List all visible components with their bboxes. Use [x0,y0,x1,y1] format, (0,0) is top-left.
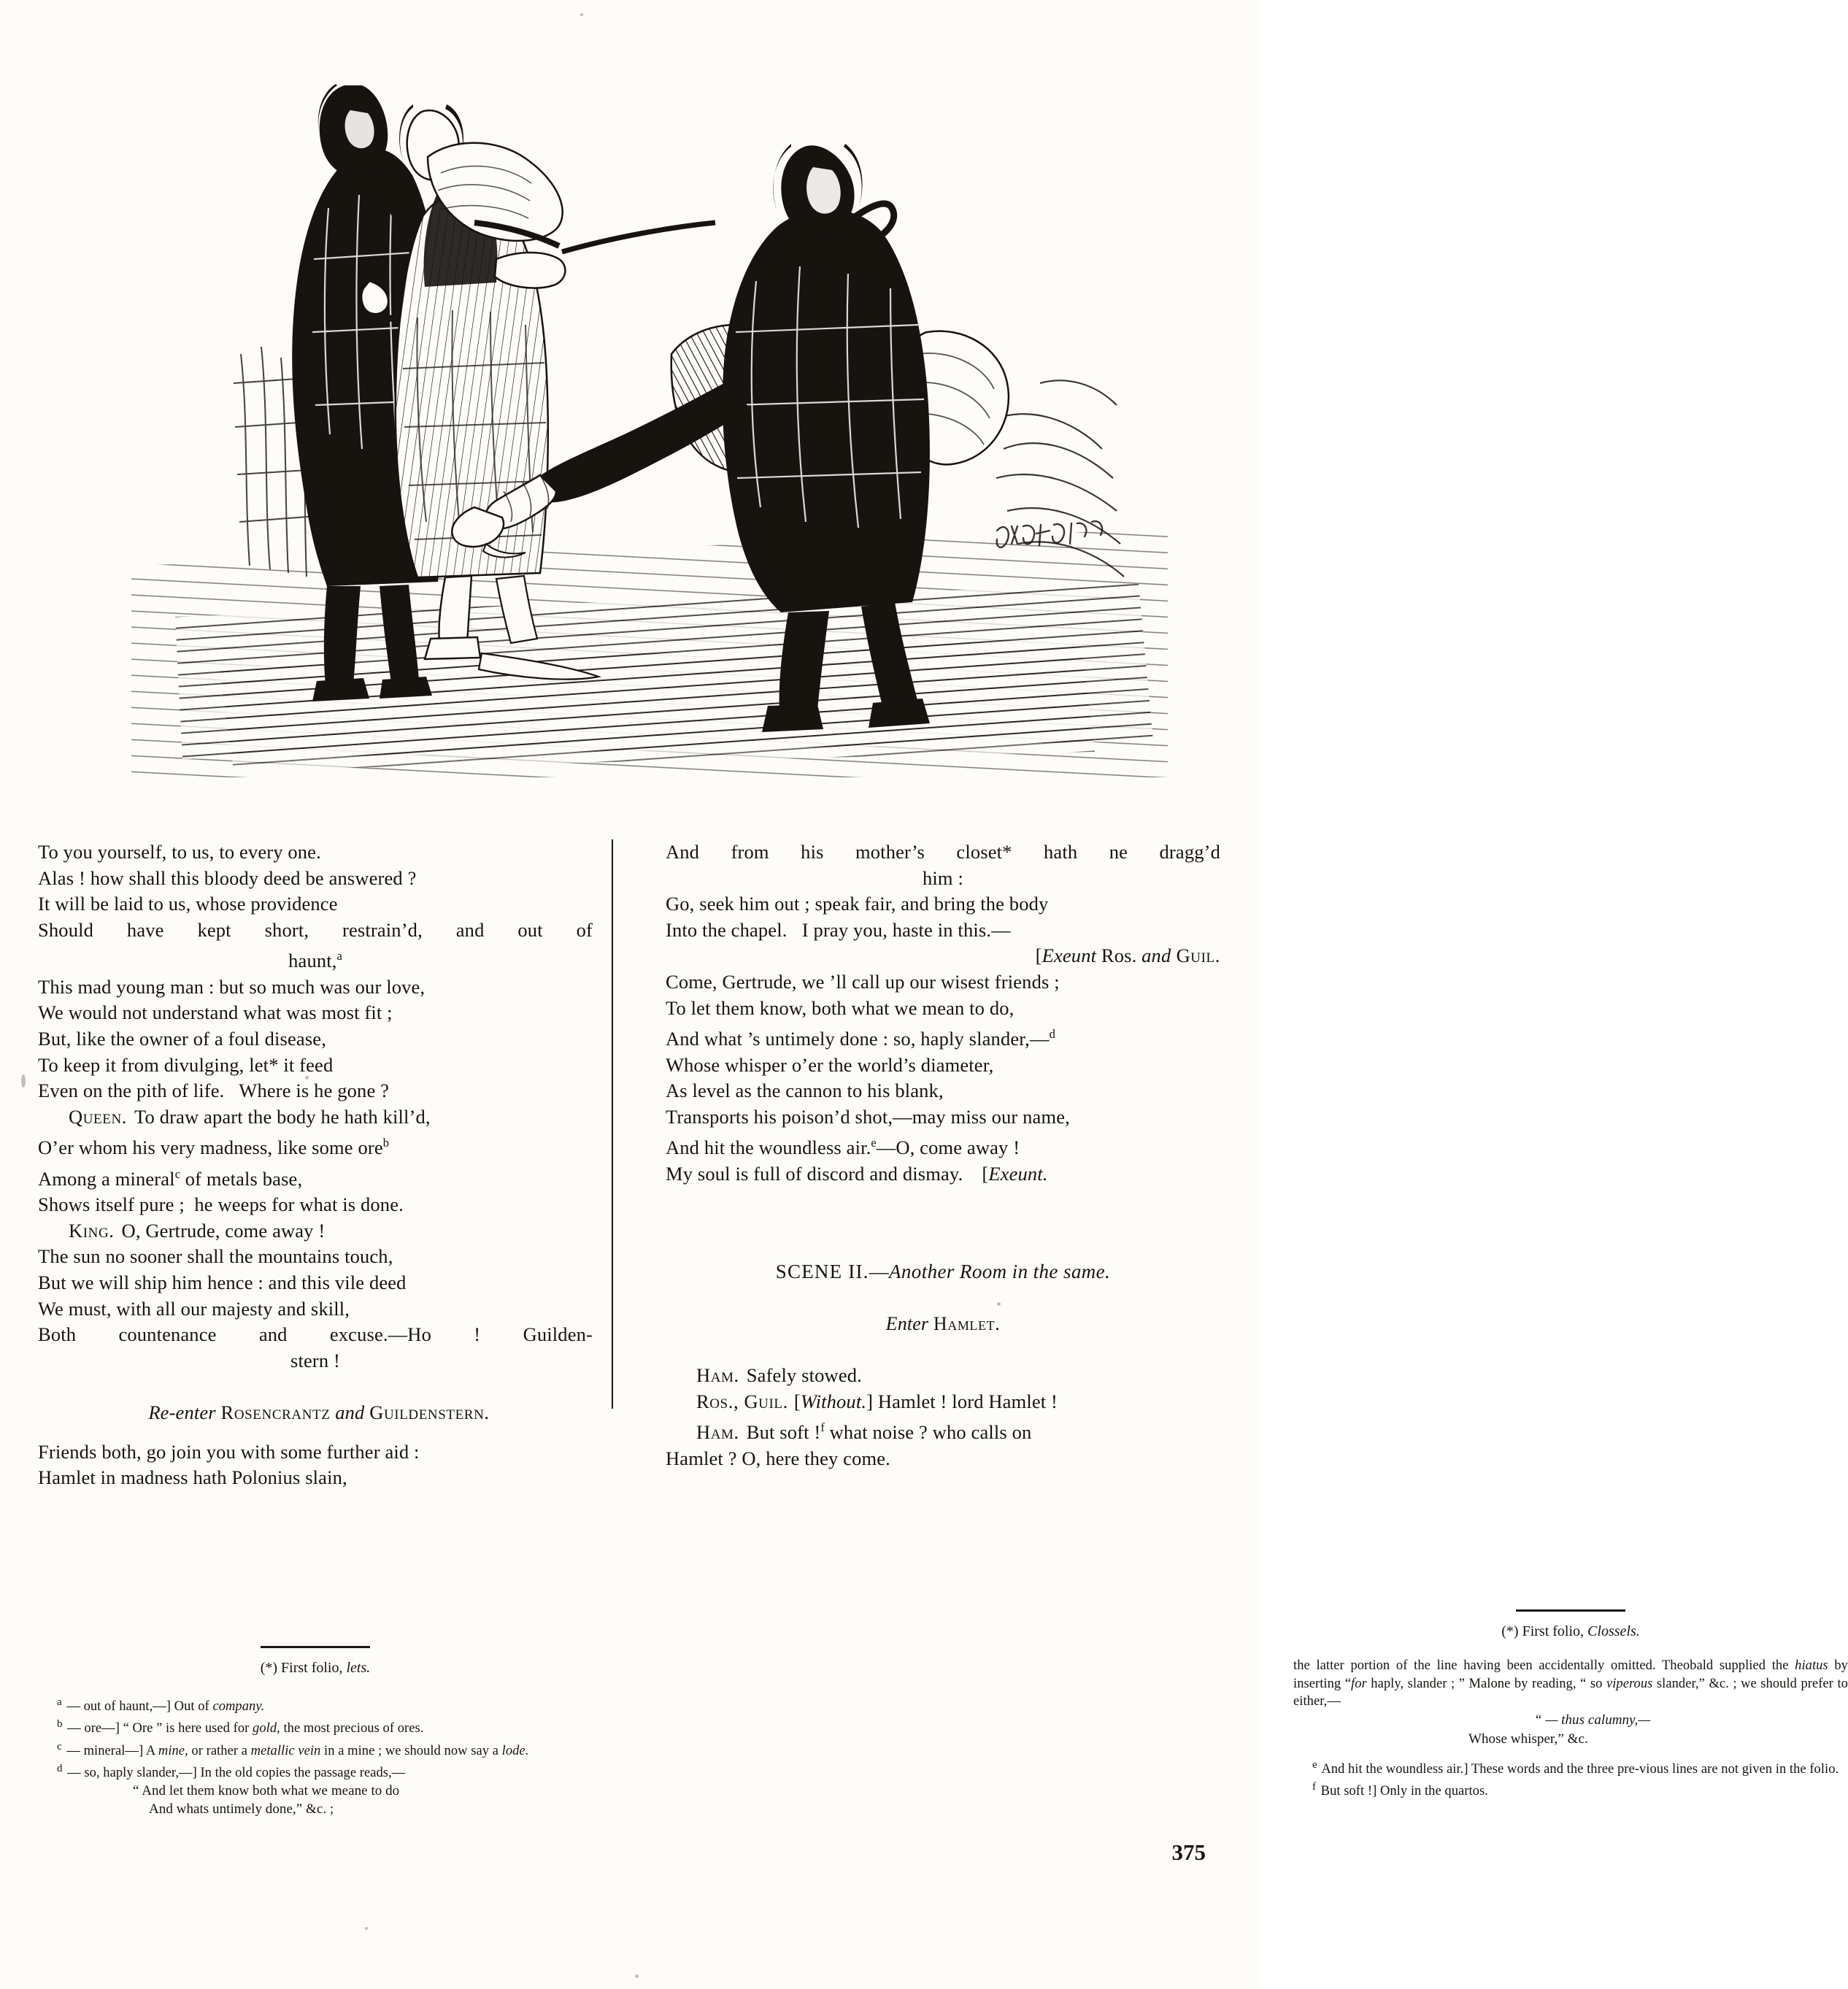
dialogue-text: Safely stowed. [746,1364,862,1387]
footnote-c-t4: in a mine ; we should now say a [320,1743,502,1758]
verse-line [666,839,1220,866]
illustration-hamlet-scene [131,40,1168,777]
footnote-key-e: e [1312,1758,1317,1771]
verse-line: Both countenance and excuse.—Ho ! Guilden- [38,1323,593,1346]
pointing-arm [562,223,715,252]
exeunt-and: and [1141,945,1171,967]
footnote-ref-b[interactable]: b [382,1136,389,1150]
footnote-a-t1: company. [212,1698,265,1714]
scene-label: SCENE II. [775,1260,869,1282]
paper-speck [305,1076,309,1080]
verse-line [666,1161,1220,1188]
verse-line: To let them know, both what we mean to do, [666,996,1015,1019]
verse-line-rest: hath ne dragg’d [1012,841,1220,863]
column-divider [612,839,613,1409]
scene-dash: — [869,1260,889,1282]
footnote-f-text: But soft !] Only in the quartos. [1317,1783,1488,1798]
character-hamlet: Hamlet. [933,1312,1001,1334]
speaker-ros-guil: Ros., Guil. [696,1390,788,1412]
footnote-key-c: c [57,1740,62,1753]
scene-heading [666,1258,1220,1285]
verse-line: Transports his poison’d shot,—may miss our name, [666,1105,1070,1128]
footnote-c [38,1738,593,1760]
dialogue-line-ros-guil [666,1389,1220,1415]
verse-line: Go, seek him out ; speak fair, and bring the body [666,893,1049,915]
stage-direction-verb: Re-enter [148,1401,216,1423]
footnote-star-italic: lets. [346,1660,371,1676]
footnote-b [38,1715,593,1737]
verse-line: It will be laid to us, whose providence [38,893,338,915]
verse-line-text: To keep it from divulging, let [38,1053,269,1076]
footnotes-left [38,1646,593,1818]
footnote-e-text: And hit the woundless air.] These words and the three pre-vious lines are not given in the folio. [1318,1761,1839,1777]
stage-bracket-open: [ [793,1390,801,1412]
footnote-c-t5: lode. [501,1743,529,1758]
illustration-floor [131,529,1168,777]
footnote-rule [261,1646,370,1648]
spacer [38,1426,593,1439]
dialogue-line-ham-1 [666,1363,1220,1389]
paper-speck [21,1074,26,1088]
dialogue-line-ham-2 [666,1415,1220,1445]
footnote-continuation-d [1293,1657,1848,1711]
enter-verb: Enter [885,1312,929,1334]
paper-speck [997,1302,1001,1306]
spacer [666,1232,1220,1258]
dialogue-text-2: what noise ? who calls on [824,1421,1032,1444]
footnote-key-f: f [1312,1780,1316,1793]
footnote-star-italic: Clossels. [1587,1623,1640,1639]
verse-line: Come, Gertrude, we ’ll call up our wisest friends ; [666,970,1060,993]
footnote-quote-line-2: Whose whisper,” &c. [1468,1731,1588,1747]
footnote-c-t2: , or rather a [185,1743,251,1758]
footnote-quotation-left [38,1782,593,1818]
verse-line-continuation: him : [923,866,963,889]
verse-line: The sun no sooner shall the mountains touch, [38,1245,393,1268]
dialogue-line-continuation: Hamlet ? O, here they come. [666,1447,890,1469]
verse-line: But we will ship him hence : and this vile deed [38,1271,407,1293]
footnote-key-d: d [57,1762,63,1774]
stage-direction-and: and [335,1401,365,1423]
verse-block-right [666,839,1220,1471]
verse-line: As level as the cannon to his blank, [666,1080,944,1102]
verse-line-text: And hit the woundless air. [666,1136,871,1159]
verse-line-rest: of metals base, [180,1167,303,1190]
footnotes-right [1293,1609,1848,1800]
footnote-ref-f[interactable]: f [820,1420,825,1435]
verse-line: Alas ! how shall this bloody deed be answered ? [38,866,417,889]
footnote-asterisk-right [1293,1622,1848,1641]
fn-cont-2: haply, slander ; ” Malone by reading, “ so [1366,1676,1606,1691]
speech-king [38,1218,593,1244]
paper-speck [365,1927,368,1930]
paper-speck [635,1974,639,1978]
speech-queen [38,1104,593,1131]
footnote-key-a: a [57,1696,62,1708]
verse-line: To you yourself, to us, to every one. [38,841,321,863]
footnote-key-b: b [57,1718,63,1731]
verse-line-text: My soul is full of discord and dismay. [666,1162,963,1185]
spacer [666,1187,1220,1232]
footnote-a-t0: — out of haunt,—] Out of [63,1698,213,1714]
verse-line-text: And from his mother’s closet [666,841,1003,863]
footnote-star-plain: (*) First folio, [260,1660,347,1676]
footnote-quote-line-1: “ — thus calumny,— [1534,1712,1651,1728]
verse-line [666,1130,1220,1161]
paper-speck [580,13,583,16]
footnote-quote-line-2: And whats untimely done,” &c. ; [149,1801,334,1817]
spacer [38,1374,593,1400]
character-guildenstern: Guildenstern. [369,1401,490,1423]
footnote-d-t0: — so, haply slander,—] In the old copies the passage reads,— [63,1765,406,1780]
fn-cont-i3: viperous [1606,1676,1653,1691]
footnote-quotation-right [1293,1711,1848,1749]
dialogue-text: But soft ! [746,1421,821,1444]
verse-line-continuation: stern ! [290,1349,340,1371]
verse-line-rest: it feed [278,1053,334,1076]
footnote-asterisk-left [38,1658,593,1677]
fn-cont-0: the latter portion of the line having been accidentally omitted. Theobald supplied the [1293,1658,1795,1673]
footnote-c-t3: metallic vein [250,1743,321,1758]
verse-line-text: Among a mineral [38,1167,175,1190]
bracket-open-2: [ [982,1162,989,1185]
fn-cont-i2: for [1351,1676,1367,1691]
verse-line: Shows itself pure ; he weeps for what is done. [38,1193,404,1216]
speech-text: O, Gertrude, come away ! [121,1219,326,1242]
verse-block-left [38,839,593,1491]
verse-line: Friends both, go join you with some further aid : [38,1440,420,1463]
footnote-f [1293,1778,1848,1800]
dialogue-text: Hamlet ! lord Hamlet ! [873,1390,1058,1412]
verse-line-text: And what ’s untimely done : so, haply slander,— [666,1027,1050,1050]
footnote-ref-c[interactable]: c [174,1166,180,1181]
footnote-a [38,1693,593,1715]
speech-text: To draw apart the body he hath kill’d, [134,1105,431,1128]
verse-line: We must, with all our majesty and skill, [38,1297,350,1320]
footnote-b-t0: — ore—] “ Ore ” is here used for [63,1721,253,1736]
verse-line [38,1130,593,1161]
verse-line: Should have kept short, restrain’d, and out of [38,918,593,941]
exeunt-italic-2: Exeunt. [988,1162,1048,1185]
verse-line: This mad young man : but so much was our love, [38,975,426,998]
character-rosencrantz: Rosencrantz [220,1401,331,1423]
verse-line: But, like the owner of a foul disease, [38,1027,326,1050]
footnote-ref-d[interactable]: d [1049,1027,1055,1042]
bracket-open: [ [1035,945,1042,967]
verse-line [38,1161,593,1192]
asterisk-ref[interactable]: * [1002,841,1012,863]
speaker-ham: Ham. [696,1364,739,1387]
spacer [666,1285,1220,1311]
footnote-e [1293,1756,1848,1778]
character-guil: Guil. [1171,945,1220,967]
verse-line: Into the chapel. I pray you, haste in this.— [666,918,1011,941]
footnote-rule [1516,1609,1625,1612]
verse-line-rest: —O, come away ! [876,1136,1020,1159]
footnote-c-t0: — mineral—] A [63,1743,158,1758]
verse-line: Whose whisper o’er the world’s diameter, [666,1053,994,1076]
fn-cont-i1: hiatus [1795,1658,1828,1673]
footnote-c-t1: mine [158,1743,185,1758]
verse-line [38,1053,593,1079]
footnote-quote-line-1: “ And let them know both what we meane to do [133,1783,400,1798]
footnote-ref-a[interactable]: a [336,949,342,963]
speaker-ham-2: Ham. [696,1421,739,1444]
verse-line [666,1021,1220,1052]
footnote-b-t1: gold [253,1721,277,1736]
speaker-king: King. [69,1219,115,1242]
verse-line-text: haunt, [288,950,337,972]
verse-line: Hamlet in madness hath Polonius slain, [38,1466,347,1489]
exeunt-italic: Exeunt [1042,945,1097,967]
speaker-queen: Queen. [69,1105,128,1128]
asterisk-ref[interactable]: * [269,1053,279,1076]
scene-location: Another Room in the same. [889,1260,1111,1282]
fn-cont-3: slander,” &c. ; we should prefer to either,— [1293,1676,1848,1709]
verse-line-continuation [38,943,593,974]
exeunt-plain: Ros. [1096,945,1142,967]
footnote-ref-e[interactable]: e [871,1136,877,1150]
verse-line-text: O’er whom his very madness, like some ore [38,1136,383,1159]
verse-line: Even on the pith of life. Where is he gone ? [38,1080,390,1102]
column-left [38,839,593,1817]
stage-bracket-close: ] [866,1390,874,1412]
text-body [38,839,1848,1817]
enter-heading [666,1311,1220,1337]
page-number: 375 [1171,1839,1206,1865]
footnote-star-plain: (*) First folio, [1501,1623,1588,1639]
spacer [666,1337,1220,1363]
verse-line: We would not understand what was most fit ; [38,1001,393,1024]
exeunt-direction-1 [666,943,1220,969]
column-right [666,839,1848,1798]
fn-cont-1: by inserting “ [1293,1658,1848,1691]
stage-without: Without. [800,1390,867,1412]
footnote-d [38,1760,593,1782]
stage-direction-reenter [38,1400,593,1426]
footnote-b-t2: , the most precious of ores. [277,1721,424,1736]
